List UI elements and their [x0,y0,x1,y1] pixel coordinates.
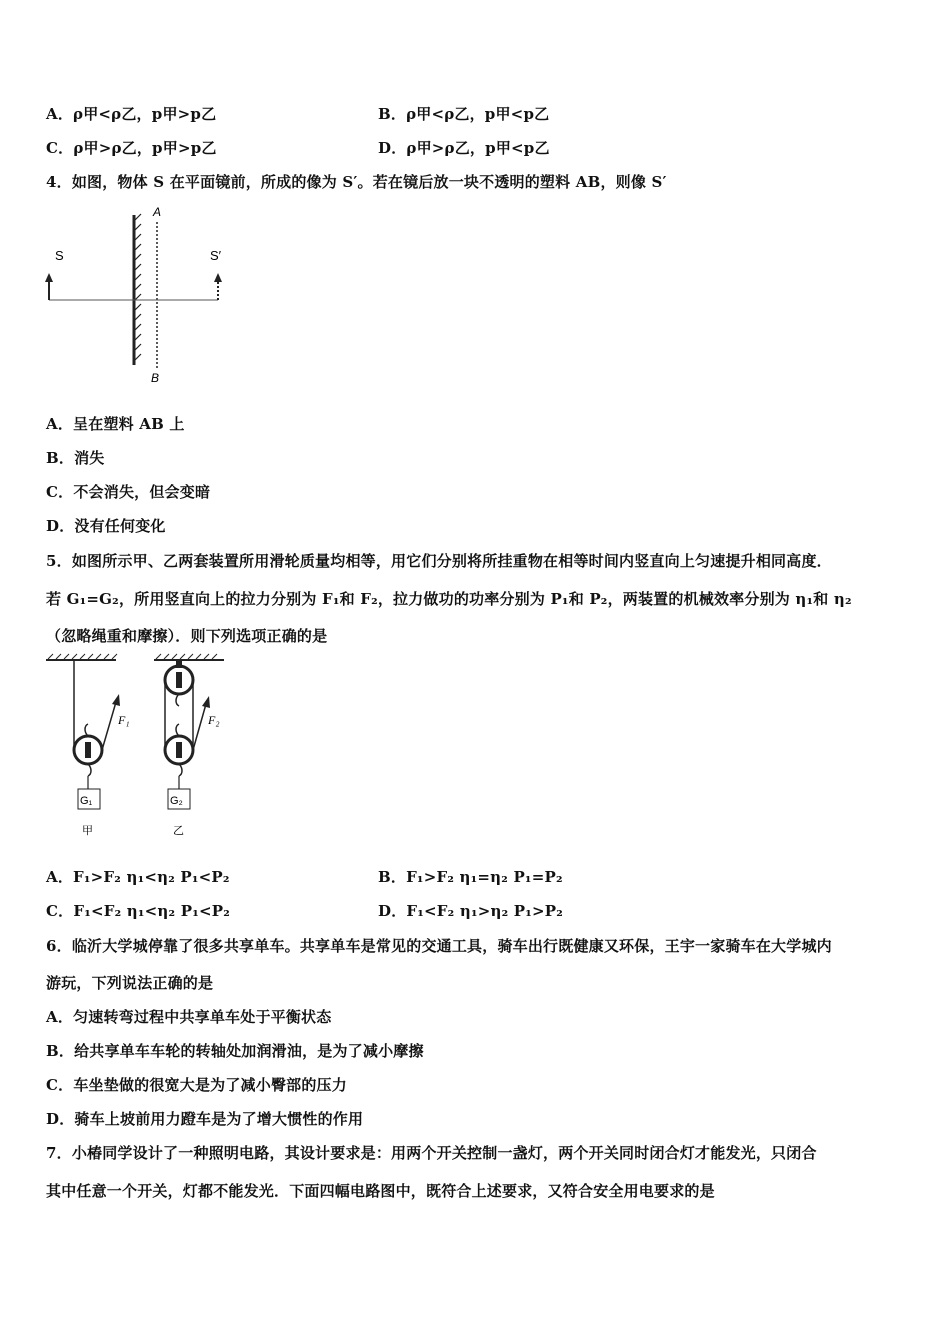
label-jia: 甲 [82,824,93,837]
q6-option-b: B．给共享单车车轮的转轴处加润滑油，是为了减小摩擦 [46,1042,424,1060]
q4-option-a: A．呈在塑料 AB 上 [46,415,185,433]
q6-option-d: D．骑车上坡前用力蹬车是为了增大惯性的作用 [46,1110,364,1128]
q3-option-a: A．ρ甲<ρ乙，p甲>p乙 [46,105,217,123]
ceiling-yi [154,654,224,660]
label-yi: 乙 [173,824,184,837]
q5-stem-line1: 5．如图所示甲、乙两套装置所用滑轮质量均相等，用它们分别将所挂重物在相等时间内竖直向上匀速提升相同高度． [46,552,832,570]
q4-option-c: C．不会消失，但会变暗 [46,483,211,501]
q5-stem-line2: 若 G₁=G₂，所用竖直向上的拉力分别为 F₁和 F₂，拉力做功的功率分别为 P₁和 P₂，两装置的机械效率分别为 η₁和 η₂ [46,590,852,608]
pulley-diagram [44,652,234,840]
q6-option-c: C．车坐垫做的很宽大是为了减小臀部的压力 [46,1076,347,1094]
q5-option-c: C．F₁<F₂ η₁<η₂ P₁<P₂ [46,902,230,920]
q7-stem-line1: 7．小椿同学设计了一种照明电路，其设计要求是：用两个开关控制一盏灯，两个开关同时闭合灯才能发光，只闭合 [46,1144,817,1162]
q3-option-d: D．ρ甲>ρ乙，p甲<p乙 [378,139,550,157]
q6-stem-line1: 6．临沂大学城停靠了很多共享单车。共享单车是常见的交通工具，骑车出行既健康又环保，王宇一家骑车在大学城内 [46,937,832,955]
label-a: A [153,205,162,219]
q3-option-c: C．ρ甲>ρ乙，p甲>p乙 [46,139,217,157]
label-f1: F₁ [118,713,130,727]
label-b: B [151,371,160,385]
q6-option-a: A．匀速转弯过程中共享单车处于平衡状态 [46,1008,332,1026]
q5-option-b: B．F₁>F₂ η₁=η₂ P₁=P₂ [378,868,563,886]
q3-option-b: B．ρ甲<ρ乙，p甲<p乙 [378,105,550,123]
q6-stem-line2: 游玩，下列说法正确的是 [46,974,214,992]
mirror-hatching [135,214,141,360]
ceiling-jia [46,654,117,660]
q4-stem: 4．如图，物体 S 在平面镜前，所成的像为 S′。若在镜后放一块不透明的塑料 AB，则像 S′ [46,173,667,191]
label-f2: F₂ [208,713,220,727]
mirror-diagram [40,200,240,390]
q7-stem-line2: 其中任意一个开关，灯都不能发光．下面四幅电路图中，既符合上述要求，又符合安全用电要求的是 [46,1182,715,1200]
q5-option-a: A．F₁>F₂ η₁<η₂ P₁<P₂ [46,868,230,886]
q4-option-d: D．没有任何变化 [46,517,166,535]
label-g2: G₂ [170,795,183,807]
label-s-prime: S′ [210,248,222,263]
label-s: S [55,248,64,263]
q5-option-d: D．F₁<F₂ η₁>η₂ P₁>P₂ [378,902,564,920]
q4-option-b: B．消失 [46,449,105,467]
label-g1: G₁ [80,795,93,807]
q5-stem-line3: （忽略绳重和摩擦）．则下列选项正确的是 [46,627,328,645]
